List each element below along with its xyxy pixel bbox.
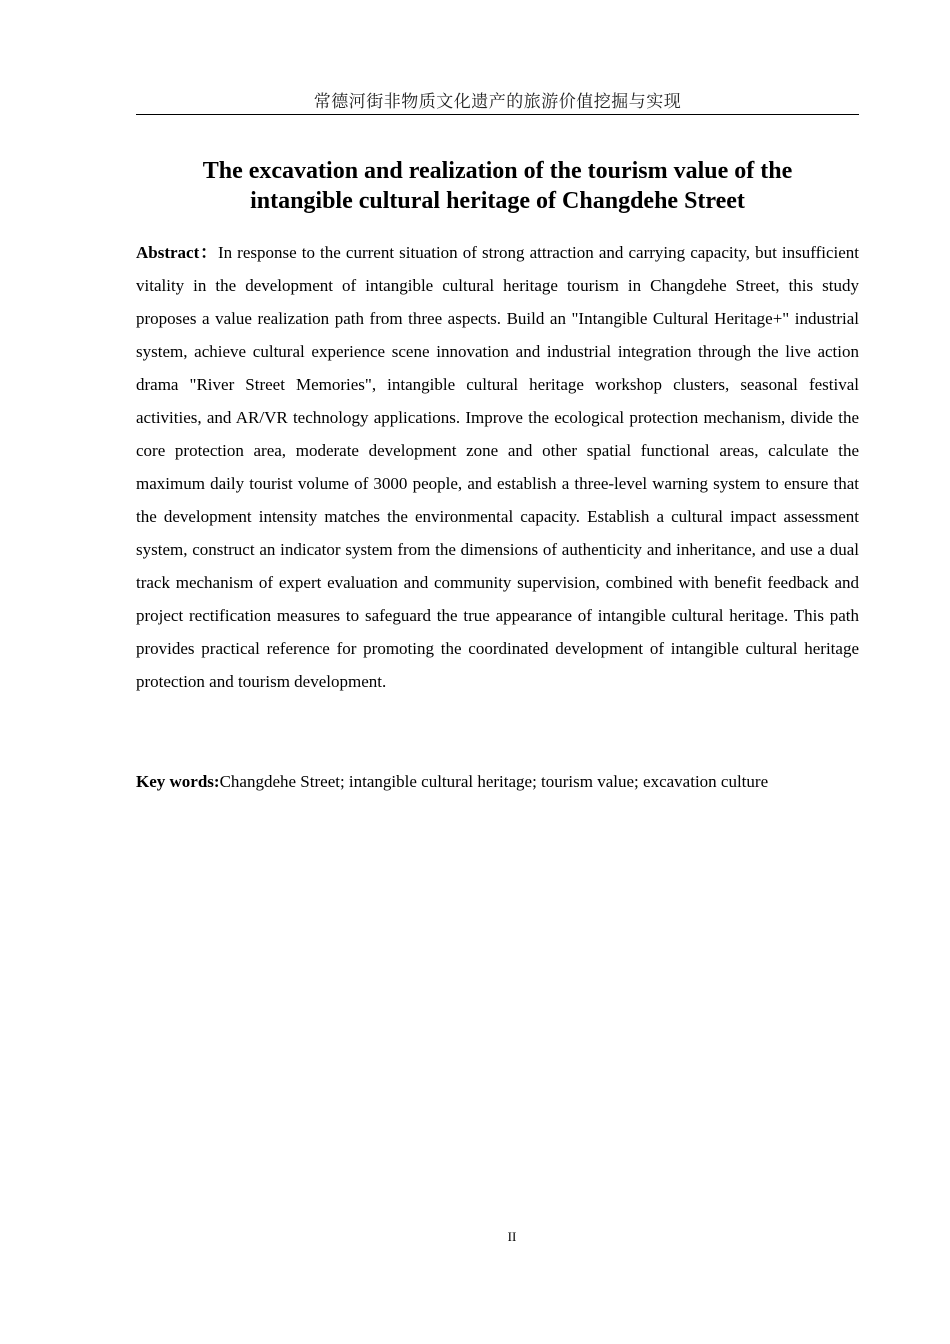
paper-title-line-2: intangible cultural heritage of Changdehe Street [250, 188, 745, 214]
keywords-text: Changdehe Street; intangible cultural heritage; tourism value; excavation culture [219, 772, 769, 791]
abstract-text: In response to the current situation of strong attraction and carrying capacity, but insufficient vitality in the development of intangible cultural heritage tourism in Changdehe Street, this study proposes a value realization path from three aspects. Build an "Intangible Cultural Heritage+" industrial system, achieve cultural experience scene innovation and industrial integration through the live action drama "River Street Memories", intangible cultural heritage workshop clusters, seasonal festival activities, and AR/VR technology applications. Improve the ecological protection mechanism, divide the core protection area, moderate development zone and other spatial functional areas, calculate the maximum daily tourist volume of 3000 people, and establish a three-level warning system to ensure that the development intensity matches the environmental capacity. Establish a cultural impact assessment system, construct an indicator system from the dimensions of authenticity and inheritance, and use a dual track mechanism of expert evaluation and community supervision, combined with benefit feedback and project rectification measures to safeguard the true appearance of intangible cultural heritage. This path provides practical reference for promoting the coordinated development of intangible cultural heritage protection and tourism development. [136, 243, 859, 691]
keywords-label: Key words: [136, 772, 220, 791]
abstract-paragraph [136, 236, 859, 698]
paper-title [136, 156, 859, 216]
running-header: 常德河街非物质文化遗产的旅游价值挖掘与实现 [136, 90, 859, 115]
keywords-line [136, 765, 859, 798]
page-number: II [507, 1229, 517, 1244]
paper-title-line-1: The excavation and realization of the tourism value of the [202, 158, 793, 184]
abstract-label: Abstract： [136, 243, 218, 262]
